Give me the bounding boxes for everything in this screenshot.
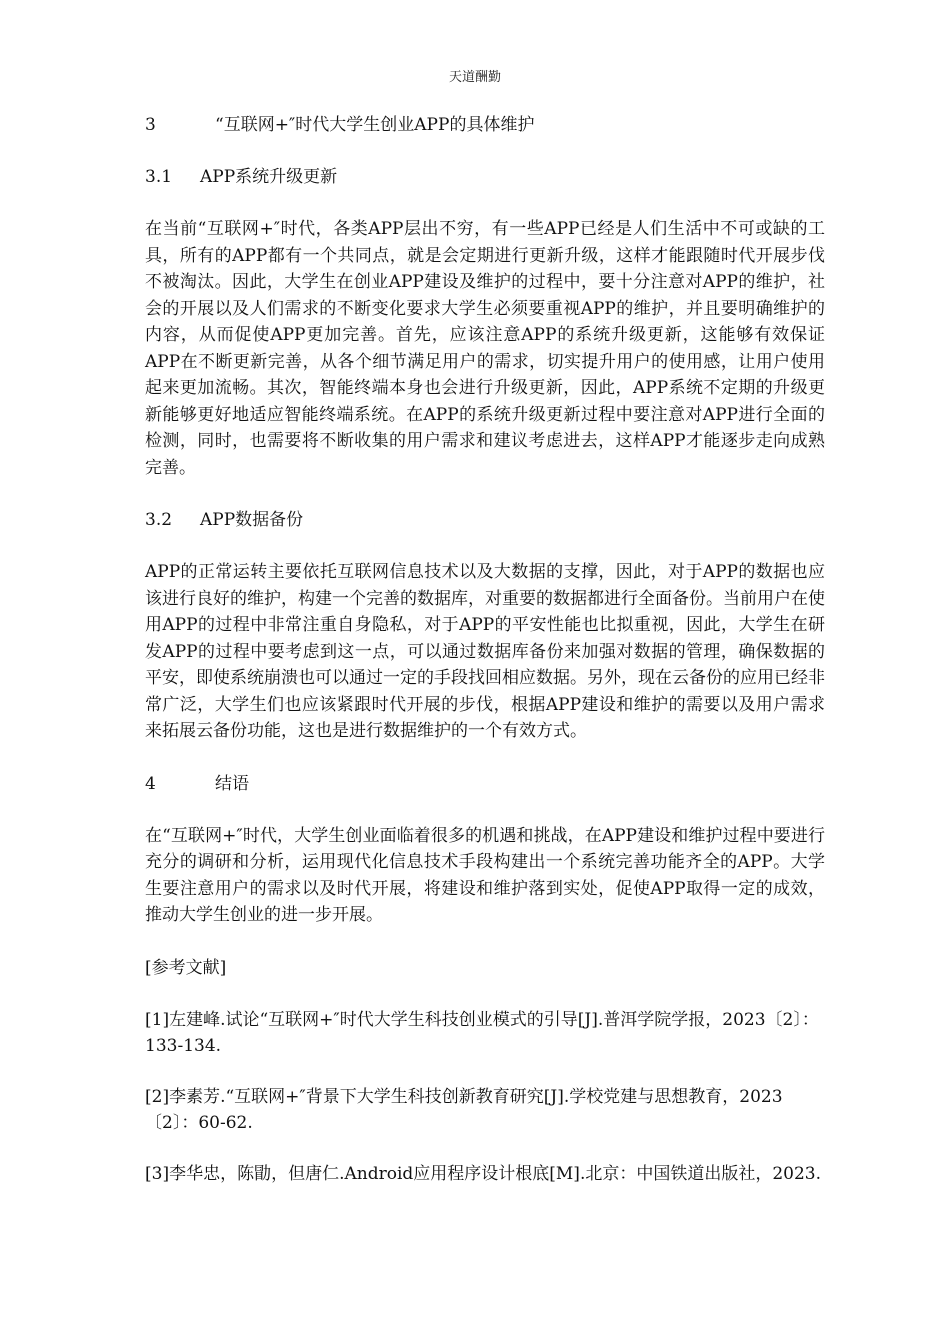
section-4-title: 结语 — [215, 773, 249, 794]
section-3-heading — [145, 112, 825, 138]
section-4-number: 4 — [145, 773, 156, 794]
section-4-heading — [145, 771, 825, 797]
section-3-1-paragraph: 在当前“互联网+″时代，各类APP层出不穷，有一些APP已经是人们生活中不可或缺的工具，所有的APP都有一个共同点，就是会定期进行更新升级，这样才能跟随时代开展步伐不被淘汰。因此，大学生在创业APP建设及维护的过程中，要十分注意对APP的维护，社会的开展以及人们需求的不断变化要求大学生必须要重视APP的维护，并且要明确维护的内容，从而促使APP更加完善。首先，应该注意APP的系统升级更新，这能够有效保证APP在不断更新完善，从各个细节满足用户的需求，切实提升用户的使用感，让用户使用起来更加流畅。其次，智能终端本身也会进行升级更新，因此，APP系统不定期的升级更新能够更好地适应智能终端系统。在APP的系统升级更新过程中要注意对APP进行全面的检测，同时，也需要将不断收集的用户需求和建议考虑进去，这样APP才能逐步走向成熟完善。 — [145, 219, 825, 478]
section-3-1-title: APP系统升级更新 — [200, 167, 338, 187]
reference-item-3: [3]李华忠，陈勖，但唐仁.Android应用程序设计根底[M].北京：中国铁道出版社，2023. — [145, 1163, 822, 1184]
section-3-2-paragraph: APP的正常运转主要依托互联网信息技术以及大数据的支撑，因此，对于APP的数据也应该进行良好的维护，构建一个完善的数据库，对重要的数据都进行全面备份。当前用户在使用APP的过程中非常注重自身隐私，对于APP的平安性能也比拟重视，因此，大学生在研发APP的过程中要考虑到这一点，可以通过数据库备份来加强对数据的管理，确保数据的平安，即使系统崩溃也可以通过一定的手段找回相应数据。另外，现在云备份的应用已经非常广泛，大学生们也应该紧跟时代开展的步伐，根据APP建设和维护的需要以及用户需求来拓展云备份功能，这也是进行数据维护的一个有效方式。 — [145, 562, 825, 741]
references-heading: [参考文献] — [145, 957, 227, 978]
section-3-2-title: APP数据备份 — [200, 510, 304, 530]
section-3-1-number: 3.1 — [145, 167, 173, 187]
page-header: 天道酬勤 — [448, 70, 501, 85]
section-4-paragraph: 在“互联网+″时代，大学生创业面临着很多的机遇和挑战，在APP建设和维护过程中要进行充分的调研和分析，运用现代化信息技术手段构建出一个系统完善功能齐全的APP。大学生要注意用户的需求以及时代开展，将建设和维护落到实处，促使APP取得一定的成效，推动大学生创业的进一步开展。 — [145, 825, 825, 925]
section-3-title: “互联网+″时代大学生创业APP的具体维护 — [215, 115, 535, 135]
document-body — [145, 112, 825, 1211]
reference-item-2: [2]李素芳.“互联网+″背景下大学生科技创新教育研究[J].学校党建与思想教育，2023〔2〕：60-62. — [145, 1086, 783, 1133]
section-3-2-heading — [145, 507, 825, 533]
section-3-1-heading — [145, 164, 825, 190]
reference-item-1: [1]左建峰.试论“互联网+″时代大学生科技创业模式的引导[J].普洱学院学报，2023〔2〕：133-134. — [145, 1009, 819, 1056]
section-3-number: 3 — [145, 115, 156, 135]
section-3-2-number: 3.2 — [145, 510, 173, 530]
